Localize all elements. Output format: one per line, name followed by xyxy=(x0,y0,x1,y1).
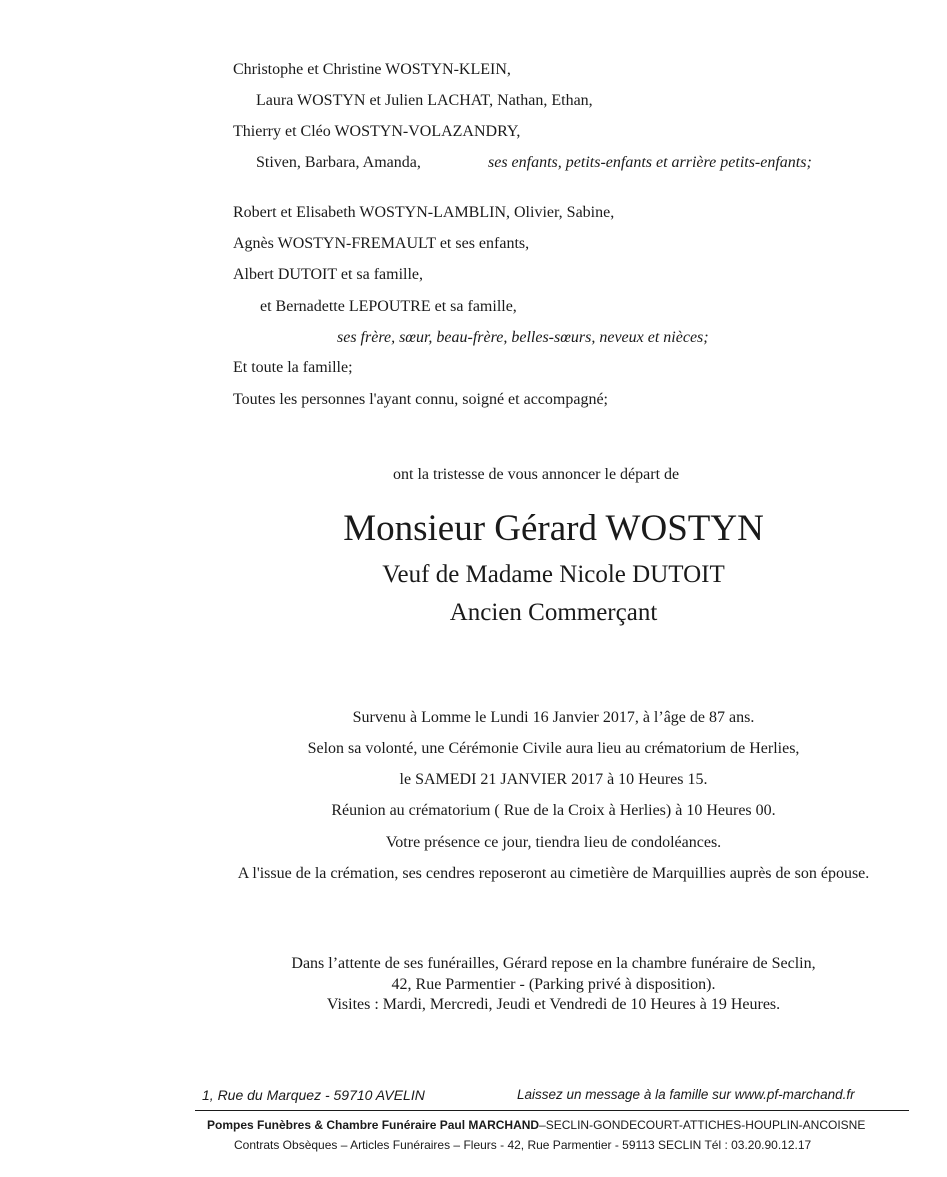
family-line: Agnès WOSTYN-FREMAULT et ses enfants, xyxy=(233,235,530,252)
family-line: et Bernadette LEPOUTRE et sa famille, xyxy=(260,298,517,315)
relation-children: ses enfants, petits-enfants et arrière petits-enfants; xyxy=(488,154,812,171)
footer-company-line xyxy=(207,1117,865,1133)
detail-line: Votre présence ce jour, tiendra lieu de condoléances. xyxy=(385,834,722,851)
deceased-name: Monsieur Gérard WOSTYN xyxy=(343,508,764,549)
detail-line: Survenu à Lomme le Lundi 16 Janvier 2017, à l’âge de 87 ans. xyxy=(352,709,755,726)
family-line: Thierry et Cléo WOSTYN-VOLAZANDRY, xyxy=(233,123,521,140)
family-line: Et toute la famille; xyxy=(233,359,353,376)
footer-message: Laissez un message à la famille sur www.pf-marchand.fr xyxy=(517,1087,855,1102)
rest-line: Visites : Mardi, Mercredi, Jeudi et Vendredi de 10 Heures à 19 Heures. xyxy=(326,996,781,1013)
deceased-spouse: Veuf de Madame Nicole DUTOIT xyxy=(382,561,725,588)
footer-company: Pompes Funèbres & Chambre Funéraire Paul MARCHAND xyxy=(207,1118,540,1132)
footer-divider xyxy=(195,1110,909,1111)
detail-line: Réunion au crématorium ( Rue de la Croix à Herlies) à 10 Heures 00. xyxy=(331,802,776,819)
detail-line: le SAMEDI 21 JANVIER 2017 à 10 Heures 15. xyxy=(399,771,708,788)
detail-line: A l'issue de la crémation, ses cendres reposeront au cimetière de Marquillies auprès de son épouse. xyxy=(237,865,870,882)
family-line: Laura WOSTYN et Julien LACHAT, Nathan, Ethan, xyxy=(256,92,593,109)
rest-line: Dans l’attente de ses funérailles, Gérard repose en la chambre funéraire de Seclin, xyxy=(291,955,816,972)
announcement-text: ont la tristesse de vous annoncer le départ de xyxy=(393,466,680,483)
footer-services: Contrats Obsèques – Articles Funéraires – Fleurs - 42, Rue Parmentier - 59113 SECLIN Tél : 03.20.90.12.17 xyxy=(234,1138,812,1152)
deceased-profession: Ancien Commerçant xyxy=(449,599,658,626)
detail-line: Selon sa volonté, une Cérémonie Civile aura lieu au crématorium de Herlies, xyxy=(307,740,800,757)
family-line: Robert et Elisabeth WOSTYN-LAMBLIN, Olivier, Sabine, xyxy=(233,204,615,221)
footer-address: 1, Rue du Marquez - 59710 AVELIN xyxy=(202,1087,425,1103)
footer-locations: –SECLIN-GONDECOURT-ATTICHES-HOUPLIN-ANCOISNE xyxy=(539,1118,866,1132)
family-line: Albert DUTOIT et sa famille, xyxy=(233,266,424,283)
relation-siblings: ses frère, sœur, beau-frère, belles-sœurs, neveux et nièces; xyxy=(337,329,709,346)
rest-line: 42, Rue Parmentier - (Parking privé à disposition). xyxy=(391,976,716,993)
family-line: Toutes les personnes l'ayant connu, soigné et accompagné; xyxy=(233,391,608,408)
family-line: Stiven, Barbara, Amanda, xyxy=(256,154,421,171)
family-line: Christophe et Christine WOSTYN-KLEIN, xyxy=(233,61,511,78)
